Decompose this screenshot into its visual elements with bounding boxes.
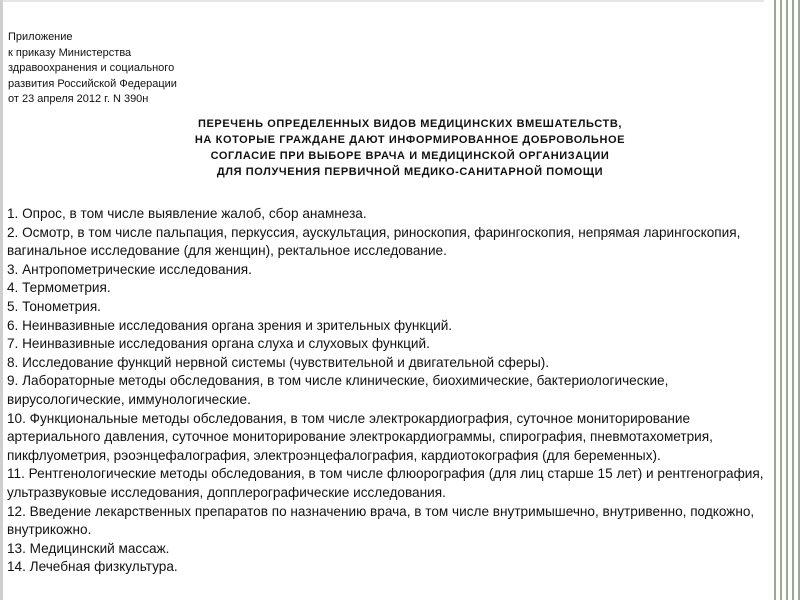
list-item: 10. Функциональные методы обследования, в том числе электрокардиография, суточное мониторирование артериального давления, суточное мониторирование электрокардиограммы, спирография, пневмотахометрия, пикфлуометрия, рэоэнцефалография, электроэнцефалография, кардиотокография (для беременных). (7, 410, 713, 463)
title-line: СОГЛАСИЕ ПРИ ВЫБОРЕ ВРАЧА И МЕДИЦИНСКОЙ ОРГАНИЗАЦИИ (210, 150, 610, 162)
list-item: 3. Антропометрические исследования. (7, 261, 252, 277)
order-reference (8, 30, 177, 108)
order-reference-line: здравоохранения и социального (8, 62, 175, 74)
list-item: 5. Тонометрия. (7, 298, 101, 314)
order-reference-line: к приказу Министерства (8, 46, 132, 59)
list-item: 11. Рентгенологические методы обследования, в том числе флюорография (для лиц старше 15 лет) и рентгенография, ультразвуковые исследования, допплерографические исследования. (7, 466, 764, 500)
list-item: 2. Осмотр, в том числе пальпация, перкуссия, аускультация, риноскопия, фарингоскопия, непрямая ларингоскопия, вагинальное исследование (для женщин), ректальное исследование. (7, 224, 741, 259)
document-title (120, 116, 700, 180)
order-reference-line: от 23 апреля 2012 г. N 390н (8, 93, 149, 105)
order-reference-line: развития Российской Федерации (8, 77, 177, 90)
order-reference-line: Приложение (8, 31, 73, 43)
list-item: 4. Термометрия. (7, 280, 111, 296)
title-line: ДЛЯ ПОЛУЧЕНИЯ ПЕРВИЧНОЙ МЕДИКО-САНИТАРНОЙ ПОМОЩИ (216, 166, 604, 178)
list-item: 1. Опрос, в том числе выявление жалоб, сбор анамнеза. (7, 206, 367, 221)
title-line: ПЕРЕЧЕНЬ ОПРЕДЕЛЕННЫХ ВИДОВ МЕДИЦИНСКИХ ВМЕШАТЕЛЬСТВ, (197, 118, 623, 130)
list-item: 8. Исследование функций нервной системы (чувствительной и двигательной сферы). (7, 354, 550, 370)
list-item: 7. Неинвазивные исследования органа слуха и слуховых функций. (7, 336, 430, 352)
list-item: 14. Лечебная физкультура. (7, 559, 178, 575)
list-item: 12. Введение лекарственных препаратов по назначению врача, в том числе внутримышечно, внутривенно, подкожно, внутрикожно. (7, 503, 755, 538)
intervention-list (7, 205, 787, 577)
title-line: НА КОТОРЫЕ ГРАЖДАНЕ ДАЮТ ИНФОРМИРОВАННОЕ ДОБРОВОЛЬНОЕ (194, 134, 626, 146)
frame-left-border (0, 0, 3, 600)
list-item: 6. Неинвазивные исследования органа зрения и зрительных функций. (7, 317, 453, 333)
list-item: 13. Медицинский массаж. (7, 540, 170, 556)
list-item: 9. Лабораторные методы обследования, в том числе клинические, биохимические, бактериологические, вирусологические, иммунологические. (7, 373, 669, 407)
frame-top-border (0, 0, 800, 2)
